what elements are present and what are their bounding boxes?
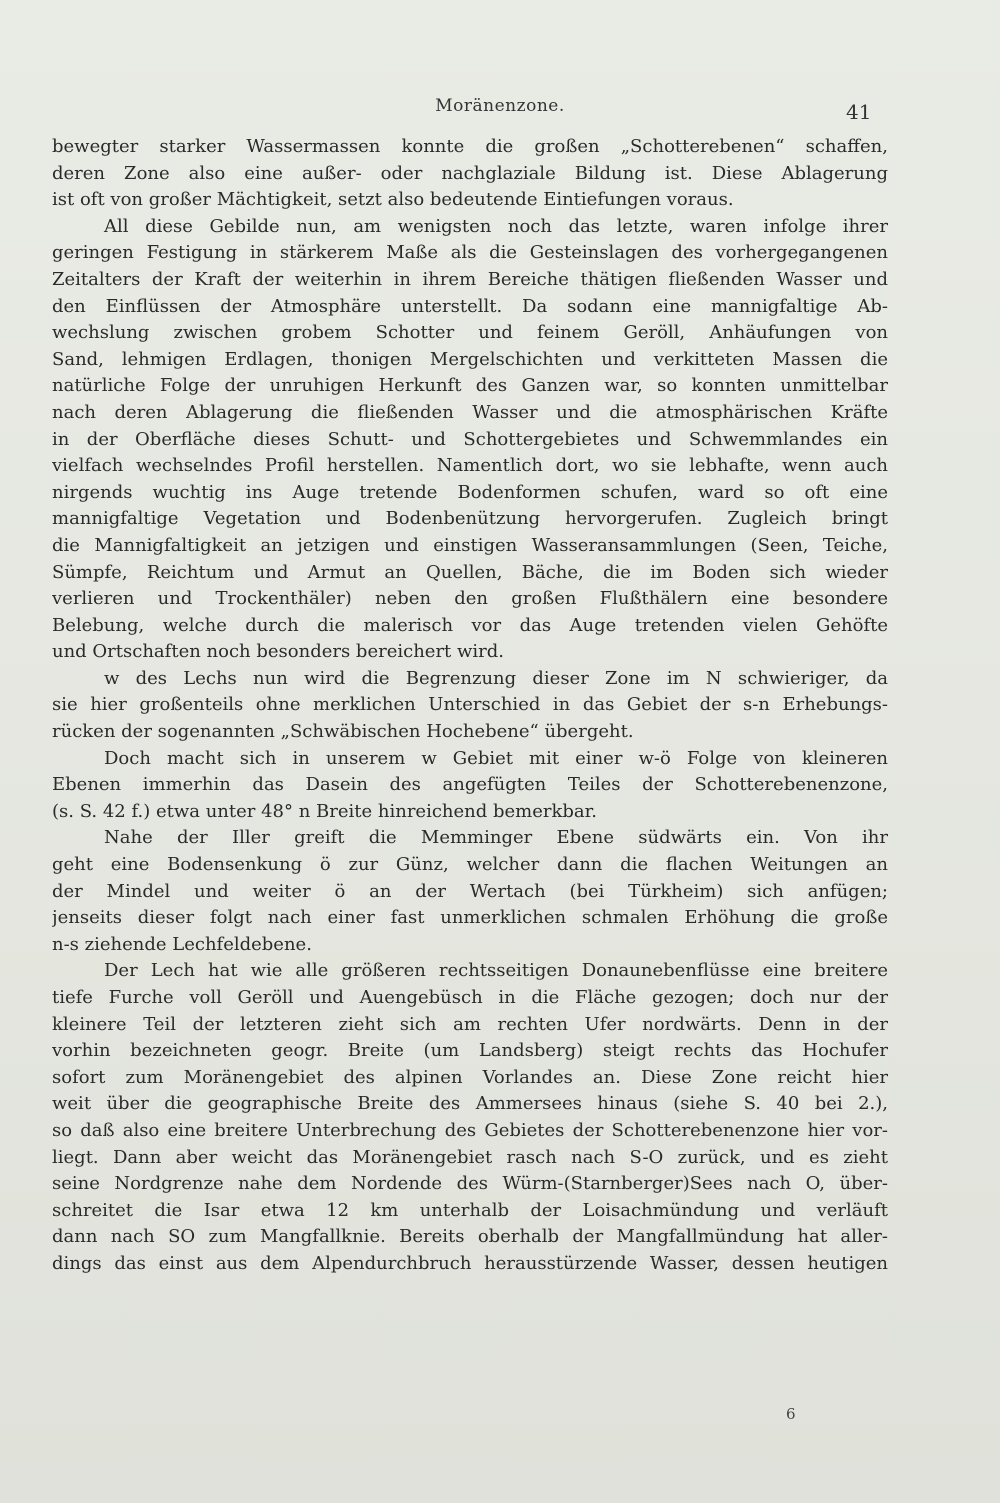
text-line: vorhin bezeichneten geogr. Breite (um Landsberg) steigt rechts das Hochufer: [52, 1040, 888, 1062]
text-line: kleinere Teil der letzteren zieht sich am rechten Ufer nordwärts. Denn in der: [52, 1013, 888, 1035]
text-line: Ebenen immerhin das Dasein des angefügten Teiles der Schotterebenenzone,: [52, 774, 888, 796]
text-line: vielfach wechselndes Profil herstellen. Namentlich dort, wo sie lebhafte, wenn auch: [52, 455, 888, 477]
text-line: w des Lechs nun wird die Begrenzung dieser Zone im N schwieriger, da: [104, 667, 888, 689]
text-line: sofort zum Moränengebiet des alpinen Vorlandes an. Diese Zone reicht hier: [52, 1066, 888, 1088]
text-line: rücken der sogenannten „Schwäbischen Hochebene“ übergeht.: [52, 721, 634, 743]
text-line: wechslung zwischen grobem Schotter und feinem Geröll, Anhäufungen von: [52, 322, 888, 344]
text-line: mannigfaltige Vegetation und Bodenbenützung hervorgerufen. Zugleich bringt: [52, 508, 888, 530]
text-line: weit über die geographische Breite des Ammersees hinaus (siehe S. 40 bei 2.),: [52, 1093, 888, 1115]
text-line: so daß also eine breitere Unterbrechung des Gebietes der Schotterebenenzone hier vor-: [52, 1119, 888, 1141]
text-line: geringen Festigung in stärkerem Maße als die Gesteinslagen des vorhergegangenen: [52, 242, 888, 264]
text-line: schreitet die Isar etwa 12 km unterhalb der Loisachmündung und verläuft: [52, 1199, 888, 1221]
text-line: Doch macht sich in unserem w Gebiet mit einer w-ö Folge von kleineren: [104, 747, 888, 769]
text-line: verlieren und Trockenthäler) neben den großen Flußthälern eine besondere: [52, 588, 888, 610]
text-line: Der Lech hat wie alle größeren rechtsseitigen Donaunebenflüsse eine breitere: [104, 960, 888, 982]
printer-signature: 6: [786, 1405, 796, 1423]
text-line: nirgends wuchtig ins Auge tretende Bodenformen schufen, ward so oft eine: [52, 481, 888, 503]
text-line: Nahe der Iller greift die Memminger Ebene südwärts ein. Von ihr: [104, 827, 888, 849]
body-text: [52, 134, 888, 1278]
text-line: jenseits dieser folgt nach einer fast unmerklichen schmalen Erhöhung die große: [52, 907, 888, 929]
text-line: Sand, lehmigen Erdlagen, thonigen Mergelschichten und verkitteten Massen die: [52, 348, 888, 370]
text-line: natürliche Folge der unruhigen Herkunft des Ganzen war, so konnten unmittelbar: [52, 375, 888, 397]
text-line: dings das einst aus dem Alpendurchbruch herausstürzende Wasser, dessen heutigen: [52, 1252, 888, 1274]
text-line: (s. S. 42 f.) etwa unter 48° n Breite hinreichend bemerkbar.: [52, 800, 598, 822]
text-line: All diese Gebilde nun, am wenigsten noch das letzte, waren infolge ihrer: [104, 215, 888, 237]
running-head: Moränenzone.: [435, 96, 565, 116]
text-line: der Mindel und weiter ö an der Wertach (bei Türkheim) sich anfügen;: [52, 880, 888, 902]
text-line: nach deren Ablagerung die fließenden Wasser und die atmosphärischen Kräfte: [52, 401, 888, 423]
text-line: die Mannigfaltigkeit an jetzigen und einstigen Wasseransammlungen (Seen, Teiche,: [52, 534, 888, 556]
text-line: ist oft von großer Mächtigkeit, setzt also bedeutende Eintiefungen voraus.: [52, 189, 734, 211]
text-line: geht eine Bodensenkung ö zur Günz, welcher dann die flachen Weitungen an: [52, 854, 888, 876]
text-line: Belebung, welche durch die malerisch vor das Auge tretenden vielen Gehöfte: [52, 614, 888, 636]
page-number: 41: [846, 100, 872, 124]
text-line: Sümpfe, Reichtum und Armut an Quellen, Bäche, die im Boden sich wieder: [52, 561, 888, 583]
text-line: tiefe Furche voll Geröll und Auengebüsch in die Fläche gezogen; doch nur der: [52, 987, 888, 1008]
text-line: deren Zone also eine außer- oder nachglaziale Bildung ist. Diese Ablagerung: [52, 162, 888, 184]
text-line: Zeitalters der Kraft der weiterhin in ihrem Bereiche thätigen fließenden Wasser und: [52, 268, 888, 290]
text-line: n-s ziehende Lechfeldebene.: [52, 933, 312, 955]
text-line: in der Oberfläche dieses Schutt- und Schottergebietes und Schwemmlandes ein: [52, 428, 888, 450]
text-line: dann nach SO zum Mangfallknie. Bereits oberhalb der Mangfallmündung hat aller-: [52, 1226, 888, 1248]
text-line: bewegter starker Wassermassen konnte die großen „Schotterebenen“ schaffen,: [52, 136, 888, 157]
text-line: und Ortschaften noch besonders bereichert wird.: [52, 641, 505, 663]
text-line: seine Nordgrenze nahe dem Nordende des Würm-(Starnberger)Sees nach O, über-: [52, 1173, 888, 1195]
text-line: liegt. Dann aber weicht das Moränengebiet rasch nach S-O zurück, und es zieht: [52, 1146, 888, 1168]
text-line: den Einflüssen der Atmosphäre unterstellt. Da sodann eine mannigfaltige Ab-: [52, 295, 888, 317]
text-line: sie hier großenteils ohne merklichen Unterschied in das Gebiet der s-n Erhebungs-: [52, 694, 888, 716]
